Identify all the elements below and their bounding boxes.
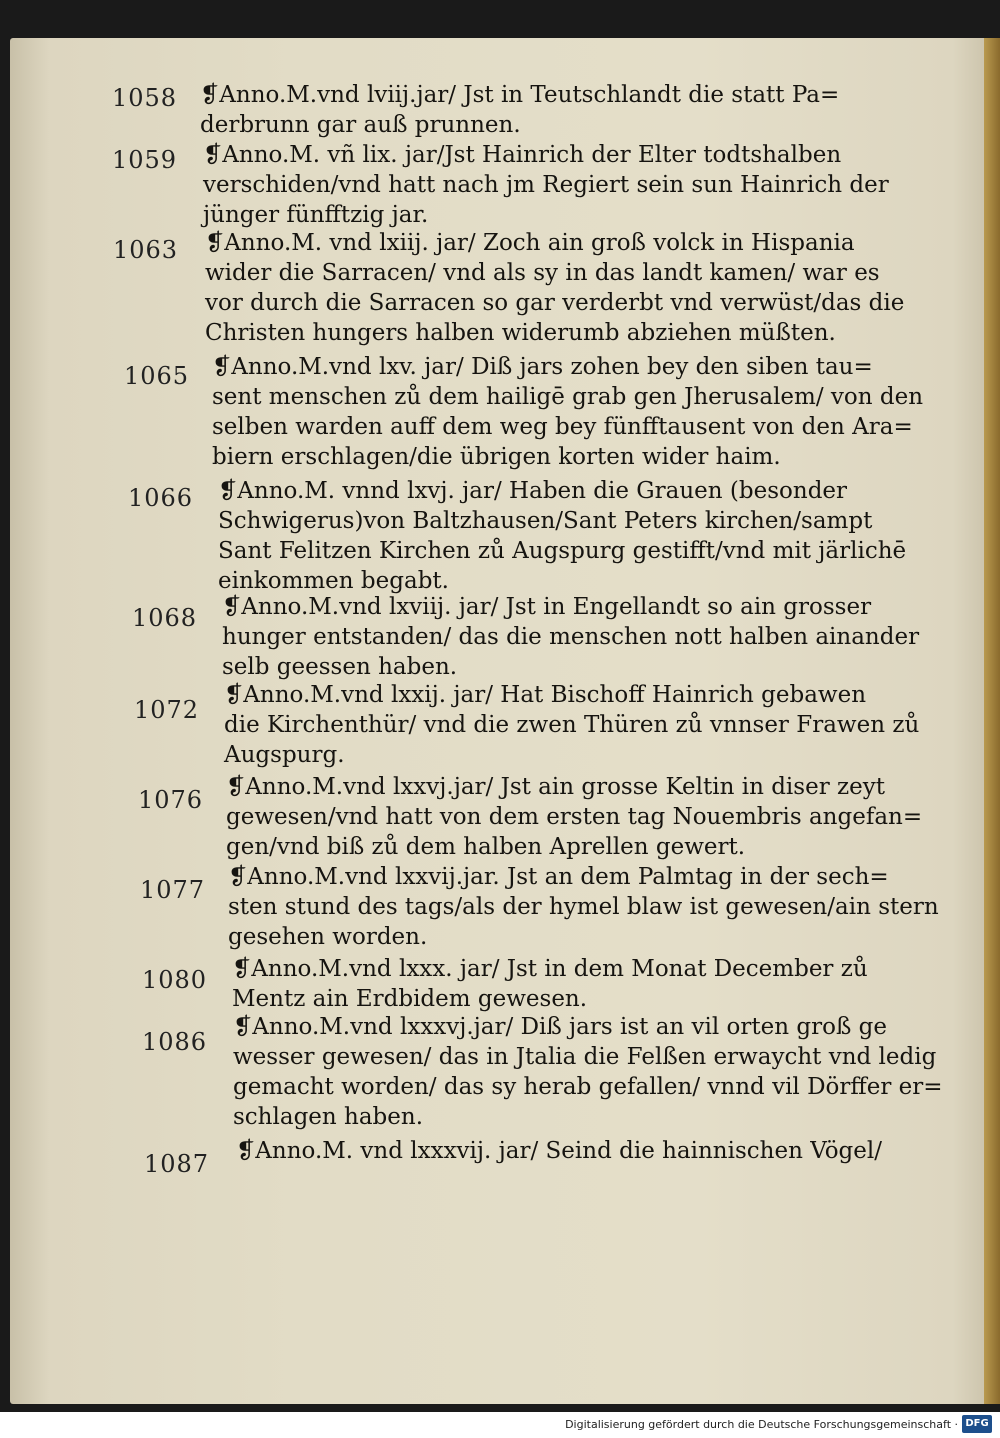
text-line: Sant Felitzen Kirchen zů Augspurg gestifft/vnd mit järlichē (218, 538, 907, 564)
entry-text (218, 476, 906, 596)
text-line: ❡Anno.M.vnd lxxxvj.jar/ Diß jars ist an vil orten groß ge (233, 1014, 887, 1040)
year-label: 1080 (142, 966, 208, 994)
text-line: wider die Sarracen/ vnd als sy in das landt kamen/ war es (205, 260, 880, 286)
text-line: gemacht worden/ das sy herab gefallen/ vnnd vil Dörffer er= (233, 1074, 943, 1100)
year-label: 1072 (134, 696, 200, 724)
text-line: Mentz ain Erdbidem gewesen. (232, 986, 588, 1012)
entry-text (205, 228, 904, 348)
text-line: ❡Anno.M.vnd lxviij. jar/ Jst in Engellandt so ain grosser (222, 594, 872, 620)
text-line: ❡Anno.M.vnd lxxvj.jar/ Jst ain grosse Keltin in diser zeyt (226, 774, 885, 800)
text-line: derbrunn gar auß prunnen. (200, 112, 521, 138)
year-label: 1058 (112, 84, 178, 112)
text-line: sent menschen zů dem hailigē grab gen Jherusalem/ von den (212, 384, 924, 410)
text-line: gesehen worden. (228, 924, 428, 950)
text-line: wesser gewesen/ das in Jtalia die Felßen erwaycht vnd ledig (233, 1044, 937, 1070)
text-line: ❡Anno.M.vnd lxxx. jar/ Jst in dem Monat December zů (232, 956, 868, 982)
year-label: 1077 (140, 876, 206, 904)
text-line: selben warden auff dem weg bey fünfftausent von den Ara= (212, 414, 913, 440)
text-line: ❡Anno.M.vnd lviij.jar/ Jst in Teutschlandt die statt Pa= (200, 82, 840, 108)
text-line: Augspurg. (224, 742, 345, 768)
year-label: 1059 (112, 146, 178, 174)
entry-text (212, 352, 923, 472)
text-line: selb geessen haben. (222, 654, 458, 680)
text-line: biern erschlagen/die übrigen korten wider haim. (212, 444, 781, 470)
dfg-logo: DFG (962, 1415, 992, 1433)
text-line: einkommen begabt. (218, 568, 449, 594)
text-line: vor durch die Sarracen so gar verderbt vnd verwüst/das die (205, 290, 905, 316)
text-line: ❡Anno.M. vñ lix. jar/Jst Hainrich der Elter todtshalben (203, 142, 842, 168)
text-line: ❡Anno.M. vnd lxiij. jar/ Zoch ain groß volck in Hispania (205, 230, 855, 256)
entry-text (200, 80, 839, 140)
text-line: schlagen haben. (233, 1104, 424, 1130)
text-line: gewesen/vnd hatt von dem ersten tag Nouembris angefan= (226, 804, 923, 830)
year-label: 1066 (128, 484, 194, 512)
text-line: ❡Anno.M.vnd lxv. jar/ Diß jars zohen bey den siben tau= (212, 354, 873, 380)
text-line: ❡Anno.M.vnd lxxij. jar/ Hat Bischoff Hainrich gebawen (224, 682, 867, 708)
text-line: Christen hungers halben widerumb abziehen müßten. (205, 320, 836, 346)
entry-text (228, 862, 939, 952)
text-line: gen/vnd biß zů dem halben Aprellen gewert. (226, 834, 746, 860)
footer-credit: Digitalisierung gefördert durch die Deutsche Forschungsgemeinschaft · (565, 1418, 958, 1431)
entry-text (236, 1136, 882, 1166)
text-line: ❡Anno.M. vnd lxxxvij. jar/ Seind die hainnischen Vögel/ (236, 1138, 882, 1164)
text-line: verschiden/vnd hatt nach jm Regiert sein sun Hainrich der (203, 172, 889, 198)
year-label: 1065 (124, 362, 190, 390)
page-edge (984, 38, 1000, 1404)
text-line: die Kirchenthür/ vnd die zwen Thüren zů vnnser Frawen zů (224, 712, 920, 738)
text-line: ❡Anno.M. vnnd lxvj. jar/ Haben die Grauen (besonder (218, 478, 848, 504)
year-label: 1086 (142, 1028, 208, 1056)
text-line: sten stund des tags/als der hymel blaw ist gewesen/ain stern (228, 894, 939, 920)
text-line: Schwigerus)von Baltzhausen/Sant Peters kirchen/sampt (218, 508, 873, 534)
entry-text (226, 772, 922, 862)
entry-text (222, 592, 919, 682)
year-label: 1068 (132, 604, 198, 632)
text-line: hunger entstanden/ das die menschen nott halben ainander (222, 624, 920, 650)
text-line: jünger fünfftzig jar. (203, 202, 429, 228)
year-label: 1063 (113, 236, 179, 264)
entry-text (203, 140, 889, 230)
entry-text (232, 954, 868, 1014)
text-line: ❡Anno.M.vnd lxxvij.jar. Jst an dem Palmtag in der sech= (228, 864, 889, 890)
year-label: 1076 (138, 786, 204, 814)
year-label: 1087 (144, 1150, 210, 1178)
entry-text (224, 680, 919, 770)
entry-text (233, 1012, 943, 1132)
